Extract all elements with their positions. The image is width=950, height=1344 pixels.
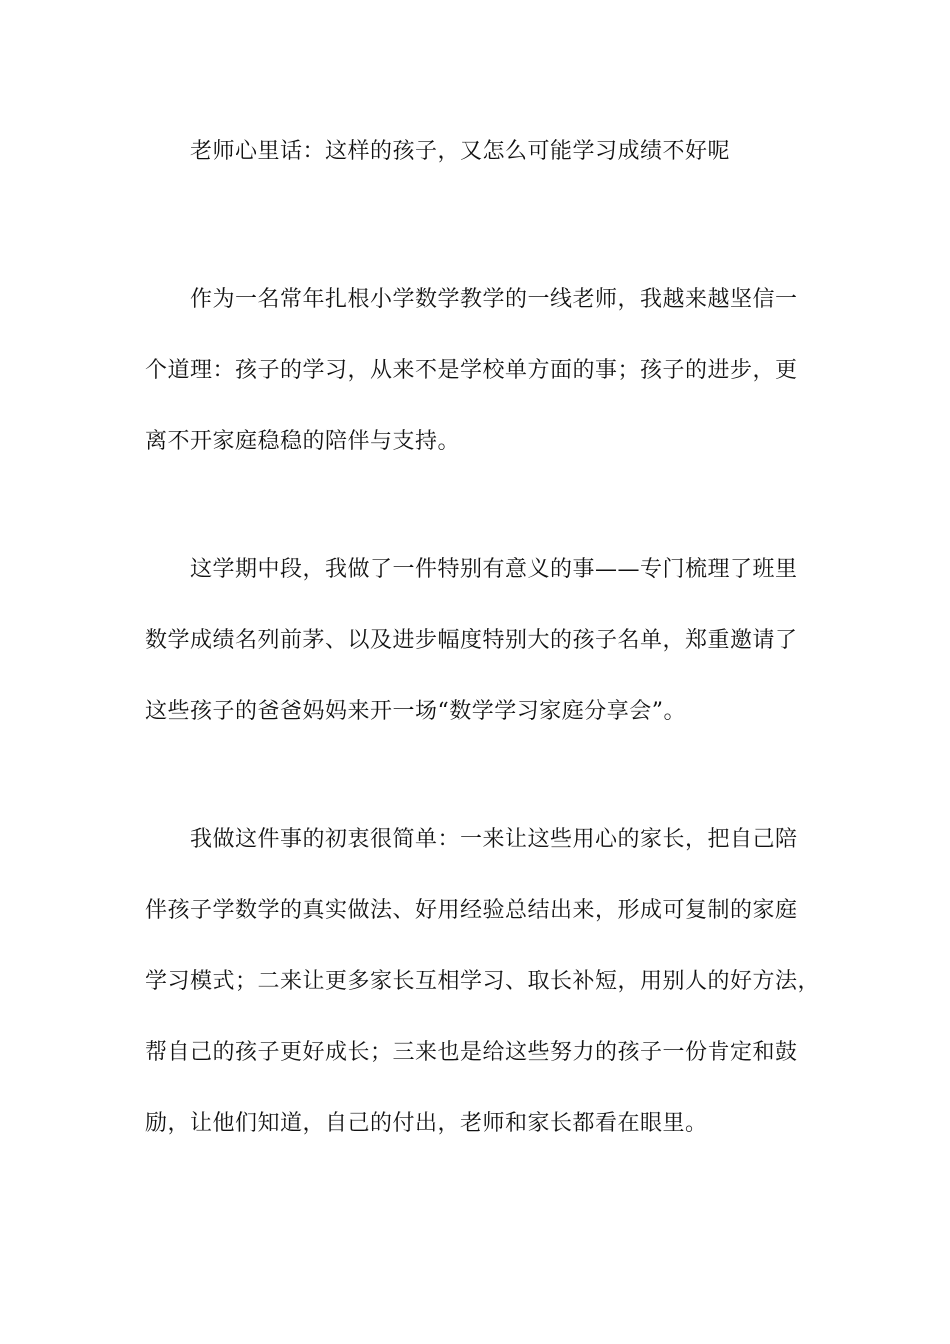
paragraph-line: 帮自己的孩子更好成长；三来也是给这些努力的孩子一份肯定和鼓: [145, 1040, 798, 1065]
paragraph-line: 数学成绩名列前茅、以及进步幅度特别大的孩子名单，郑重邀请了: [145, 628, 798, 653]
paragraph-line: 学习模式；二来让更多家长互相学习、取长补短，用别人的好方法，: [145, 969, 821, 994]
paragraph-line: 作为一名常年扎根小学数学教学的一线老师，我越来越坚信一: [190, 287, 798, 312]
paragraph-line: 个道理：孩子的学习，从来不是学校单方面的事；孩子的进步，更: [145, 358, 798, 383]
paragraph-line: 伴孩子学数学的真实做法、好用经验总结出来，形成可复制的家庭: [145, 898, 798, 923]
paragraph-line: 离不开家庭稳稳的陪伴与支持。: [145, 429, 461, 454]
paragraph-line: 这些孩子的爸爸妈妈来开一场“数学学习家庭分享会”。: [145, 699, 686, 724]
paragraph-line: 励，让他们知道，自己的付出，老师和家长都看在眼里。: [145, 1111, 708, 1136]
paragraph-line: 这学期中段，我做了一件特别有意义的事——专门梳理了班里: [190, 557, 798, 582]
paragraph-line: 我做这件事的初衷很简单：一来让这些用心的家长，把自己陪: [190, 827, 798, 852]
document-title: 老师心里话：这样的孩子，又怎么可能学习成绩不好呢: [190, 139, 731, 164]
